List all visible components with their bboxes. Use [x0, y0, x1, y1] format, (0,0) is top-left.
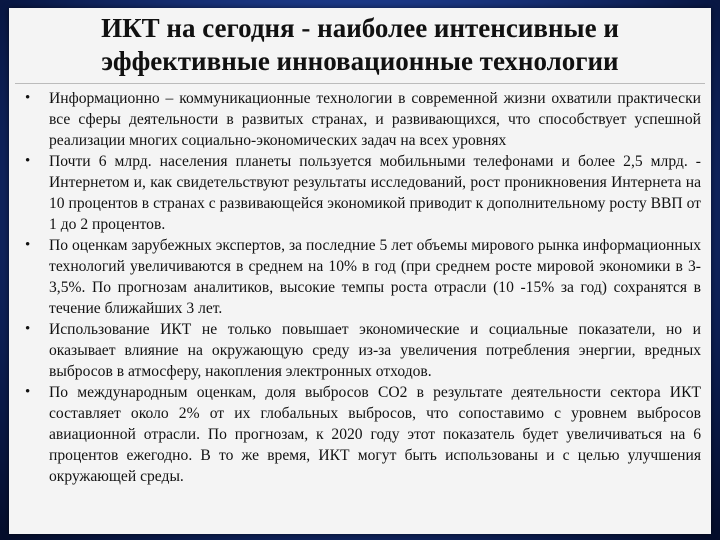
slide	[9, 8, 711, 534]
bullet-text: Почти 6 млрд. населения планеты пользуется мобильными телефонами и более 2,5 млрд. - Интернетом и, как свидетельствуют результаты исследований, рост проникновения Интернета на 10 процентов в странах с развивающейся экономикой приводит к дополнительному росту ВВП от 1 до 2 процентов.	[49, 153, 701, 233]
bullet-text: Информационно – коммуникационные технологии в современной жизни охватили практически все сферы деятельности в развитых странах, и развивающихся, что способствует успешной реализации многих социально-экономических задач на всех уровнях	[49, 90, 701, 149]
bullet-text: Использование ИКТ не только повышает экономические и социальные показатели, но и оказывает влияние на окружающую среду из-за увеличения потребления энергии, вредных выбросов в атмосферу, накопления электронных отходов.	[49, 321, 701, 380]
slide-title-line-1: ИКТ на сегодня - наиболее интенсивные и	[101, 13, 619, 43]
bullet-marker: •	[25, 153, 31, 169]
bullet-marker: •	[25, 384, 31, 400]
bullet-list	[23, 88, 701, 487]
bullet-text: По оценкам зарубежных экспертов, за последние 5 лет объемы мирового рынка информационных технологий увеличиваются в среднем на 10% в год (при среднем росте мировой экономики в 3-3,5%. По прогнозам аналитиков, высокие темпы роста отрасли (10 -15% за год) сохранятся в течение ближайших 3 лет.	[49, 237, 701, 317]
bullet-item	[23, 235, 701, 319]
bullet-marker: •	[25, 237, 31, 253]
bullet-item	[23, 151, 701, 235]
slide-title-line-2: эффективные инновационные технологии	[101, 46, 619, 76]
bullet-marker: •	[25, 90, 31, 106]
slide-title	[9, 12, 711, 78]
bullet-item	[23, 88, 701, 151]
bullet-item	[23, 382, 701, 487]
bullet-text: По международным оценкам, доля выбросов СО2 в результате деятельности сектора ИКТ составляет около 2% от их глобальных выбросов, что сопоставимо с уровнем выбросов авиационной отрасли. По прогнозам, к 2020 году этот показатель будет увеличиваться на 6 процентов ежегодно. В то же время, ИКТ могут быть использованы и с целью улучшения окружающей среды.	[49, 384, 701, 485]
bullet-item	[23, 319, 701, 382]
title-divider	[15, 83, 705, 84]
bullet-marker: •	[25, 321, 31, 337]
